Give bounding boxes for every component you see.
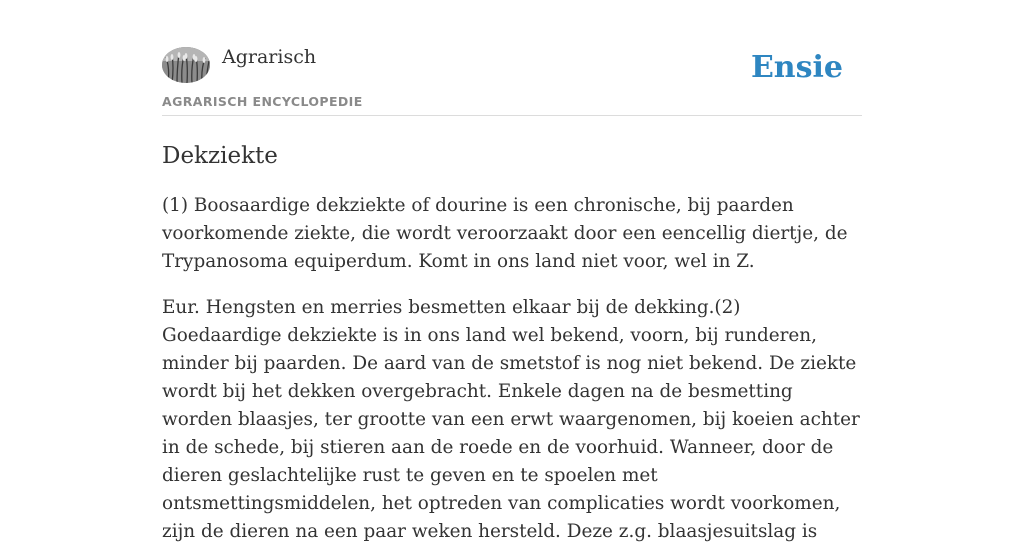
header [162,0,862,116]
book-title[interactable]: Agrarisch [222,46,317,68]
article-paragraph: (1) Boosaardige dekziekte of dourine is een chronische, bij paarden voorkomende ziekte, die wordt veroorzaakt door een eencellig diertje, de Trypanosoma equiperdum. Komt in ons land niet voor, wel in Z. [162,195,848,272]
article-paragraph: Eur. Hengsten en merries besmetten elkaar bij de dekking.(2) Goedaardige dekziekte is in ons land wel bekend, voorn, bij runderen, minder bij paarden. De aard van de smetstof is nog niet bekend. De ziekte wordt bij het dekken overgebracht. Enkele dagen na de besmetting worden blaasjes, ter grootte van een erwt waargenomen, bij koeien achter in de schede, bij stieren aan de roede en de voorhuid. Wanneer, door de dieren geslachtelijke rust te geven en te spoelen met ontsmettingsmiddelen, het optreden van complicaties wordt voorkomen, zijn de dieren na een paar weken hersteld. Deze z.g. blaasjesuitslag is [162,297,860,542]
page [162,0,862,546]
brand-logo[interactable]: Ensie [750,50,843,85]
book-subtitle[interactable]: AGRARISCH ENCYCLOPEDIE [162,94,363,109]
article-title: Dekziekte [162,143,278,169]
wheat-field-photo-icon[interactable] [162,47,210,83]
